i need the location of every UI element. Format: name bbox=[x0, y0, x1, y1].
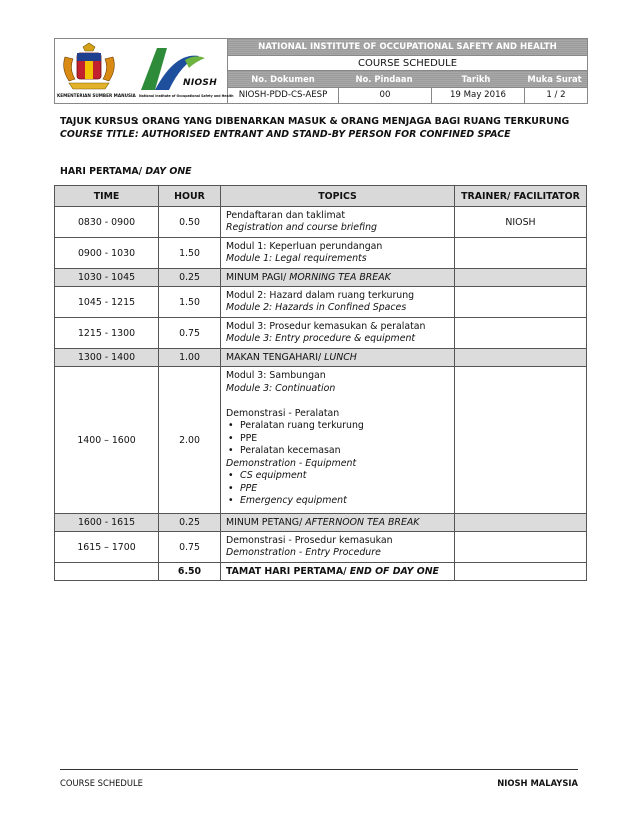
value-page: 1 / 2 bbox=[524, 88, 587, 103]
cell-topic bbox=[221, 269, 455, 287]
cell-trainer bbox=[455, 514, 587, 532]
value-date: 19 May 2016 bbox=[431, 88, 524, 103]
column-header-time: TIME bbox=[55, 186, 159, 207]
cell-time: 1600 - 1615 bbox=[55, 514, 159, 532]
cell-total-label bbox=[221, 563, 455, 581]
cell-time: 0830 - 0900 bbox=[55, 207, 159, 238]
cell-topic bbox=[221, 238, 455, 269]
topic-english: Demonstration - Entry Procedure bbox=[226, 547, 381, 558]
header-column-values bbox=[228, 87, 587, 103]
footer-right: NIOSH MALAYSIA bbox=[497, 778, 578, 788]
topic-malay: MAKAN TENGAHARI/ bbox=[226, 352, 322, 363]
cell-time: 1045 - 1215 bbox=[55, 287, 159, 318]
topic-malay: MINUM PAGI/ bbox=[226, 272, 287, 283]
cell-hour: 1.50 bbox=[159, 287, 221, 318]
table-row-break bbox=[55, 514, 587, 532]
column-header-trainer: TRAINER/ FACILITATOR bbox=[455, 186, 587, 207]
table-row bbox=[55, 287, 587, 318]
bullet-list-english bbox=[226, 470, 449, 508]
topic-malay: Pendaftaran dan taklimat bbox=[226, 209, 346, 221]
topic-malay: Modul 3: Prosedur kemasukan & peralatan bbox=[226, 320, 426, 332]
column-header-hour: HOUR bbox=[159, 186, 221, 207]
cell-hour: 0.25 bbox=[159, 269, 221, 287]
header-info bbox=[228, 39, 587, 103]
logo-area bbox=[55, 39, 234, 103]
value-revision-no: 00 bbox=[338, 88, 431, 103]
total-label-malay: TAMAT HARI PERTAMA/ bbox=[226, 566, 347, 577]
cell-time: 1300 - 1400 bbox=[55, 349, 159, 367]
topic-malay: Demonstrasi - Prosedur kemasukan bbox=[226, 534, 393, 546]
table-row bbox=[55, 207, 587, 238]
cell-hour: 0.75 bbox=[159, 318, 221, 349]
cell-time bbox=[55, 563, 159, 581]
cell-trainer: NIOSH bbox=[455, 207, 587, 238]
cell-topic bbox=[221, 532, 455, 563]
topic-english: Module 1: Legal requirements bbox=[226, 253, 367, 264]
label-page: Muka Surat bbox=[522, 71, 587, 86]
cell-topic bbox=[221, 287, 455, 318]
cell-time: 1615 – 1700 bbox=[55, 532, 159, 563]
cell-hour: 1.50 bbox=[159, 238, 221, 269]
table-row bbox=[55, 532, 587, 563]
course-title-malay bbox=[60, 116, 569, 127]
topic-malay: Modul 1: Keperluan perundangan bbox=[226, 240, 383, 252]
list-item: • Peralatan ruang terkurung bbox=[240, 420, 449, 433]
course-title-english-label: COURSE TITLE bbox=[60, 129, 135, 140]
table-total-row bbox=[55, 563, 587, 581]
topic-english: MORNING TEA BREAK bbox=[289, 272, 391, 283]
footer-left: COURSE SCHEDULE bbox=[60, 778, 143, 788]
day-heading-malay: HARI PERTAMA/ bbox=[60, 166, 143, 177]
list-item: • CS equipment bbox=[240, 470, 449, 483]
cell-hour: 0.50 bbox=[159, 207, 221, 238]
header-column-labels bbox=[228, 71, 587, 86]
topic-english: Module 2: Hazards in Confined Spaces bbox=[226, 302, 407, 313]
topic-english: LUNCH bbox=[324, 352, 357, 363]
topic-malay: Modul 3: Sambungan bbox=[226, 370, 326, 381]
cell-hour: 0.75 bbox=[159, 532, 221, 563]
cell-topic bbox=[221, 318, 455, 349]
cell-hour: 2.00 bbox=[159, 367, 221, 514]
table-row bbox=[55, 238, 587, 269]
cell-trainer bbox=[455, 238, 587, 269]
list-item: • PPE bbox=[240, 483, 449, 496]
label-date: Tarikh bbox=[430, 71, 522, 86]
list-item: • Peralatan kecemasan bbox=[240, 445, 449, 458]
demo-malay: Demonstrasi - Peralatan bbox=[226, 407, 340, 419]
day-heading bbox=[60, 166, 192, 177]
footer-divider bbox=[60, 769, 578, 770]
course-title-english bbox=[60, 129, 510, 140]
cell-trainer bbox=[455, 318, 587, 349]
topic-english: Module 3: Entry procedure & equipment bbox=[226, 333, 416, 344]
label-doc-no: No. Dokumen bbox=[228, 71, 338, 86]
cell-trainer bbox=[455, 532, 587, 563]
cell-total-hours: 6.50 bbox=[159, 563, 221, 581]
cell-time: 1215 - 1300 bbox=[55, 318, 159, 349]
niosh-logo-text: NIOSH bbox=[183, 78, 218, 88]
topic-english: AFTERNOON TEA BREAK bbox=[305, 517, 420, 528]
table-row-break bbox=[55, 269, 587, 287]
topic-english: Module 3: Continuation bbox=[226, 382, 336, 394]
ministry-caption: KEMENTERIAN SUMBER MANUSIA bbox=[57, 93, 136, 98]
topic-malay: Modul 2: Hazard dalam ruang terkurung bbox=[226, 289, 415, 301]
institute-name: NATIONAL INSTITUTE OF OCCUPATIONAL SAFETY AND HEALTH bbox=[228, 39, 587, 55]
table-row bbox=[55, 318, 587, 349]
cell-trainer bbox=[455, 287, 587, 318]
cell-hour: 1.00 bbox=[159, 349, 221, 367]
course-title-malay-text: : ORANG YANG DIBENARKAN MASUK & ORANG MENJAGA BAGI RUANG TERKURUNG bbox=[135, 116, 570, 127]
label-revision-no: No. Pindaan bbox=[338, 71, 430, 86]
cell-trainer bbox=[455, 349, 587, 367]
topic-english: Registration and course briefing bbox=[226, 222, 377, 233]
list-item: • Emergency equipment bbox=[240, 495, 449, 508]
cell-hour: 0.25 bbox=[159, 514, 221, 532]
topic-malay: MINUM PETANG/ bbox=[226, 517, 303, 528]
cell-time: 0900 - 1030 bbox=[55, 238, 159, 269]
schedule-table bbox=[54, 185, 587, 581]
total-label-english: END OF DAY ONE bbox=[349, 566, 439, 577]
table-row-break bbox=[55, 349, 587, 367]
cell-time: 1400 – 1600 bbox=[55, 367, 159, 514]
course-title-english-text: : AUTHORISED ENTRANT AND STAND-BY PERSON FOR CONFINED SPACE bbox=[135, 129, 511, 140]
table-row bbox=[55, 367, 587, 514]
cell-topic bbox=[221, 349, 455, 367]
list-item: • PPE bbox=[240, 433, 449, 446]
demo-english: Demonstration - Equipment bbox=[226, 457, 357, 469]
cell-topic bbox=[221, 514, 455, 532]
cell-trainer bbox=[455, 367, 587, 514]
cell-trainer bbox=[455, 563, 587, 581]
bullet-list-malay bbox=[226, 420, 449, 458]
document-type: COURSE SCHEDULE bbox=[228, 55, 587, 71]
cell-topic bbox=[221, 207, 455, 238]
cell-topic bbox=[221, 367, 455, 514]
table-header-row bbox=[55, 186, 587, 207]
document-header bbox=[54, 38, 588, 104]
niosh-caption: National Institute of Occupational Safety and Health bbox=[139, 94, 234, 98]
value-doc-no: NIOSH-PDD-CS-AESP bbox=[238, 90, 328, 101]
course-title-malay-label: TAJUK KURSUS bbox=[60, 116, 138, 127]
cell-trainer bbox=[455, 269, 587, 287]
cell-time: 1030 - 1045 bbox=[55, 269, 159, 287]
day-heading-english: DAY ONE bbox=[145, 166, 192, 177]
spacer bbox=[226, 395, 449, 408]
column-header-topics: TOPICS bbox=[221, 186, 455, 207]
